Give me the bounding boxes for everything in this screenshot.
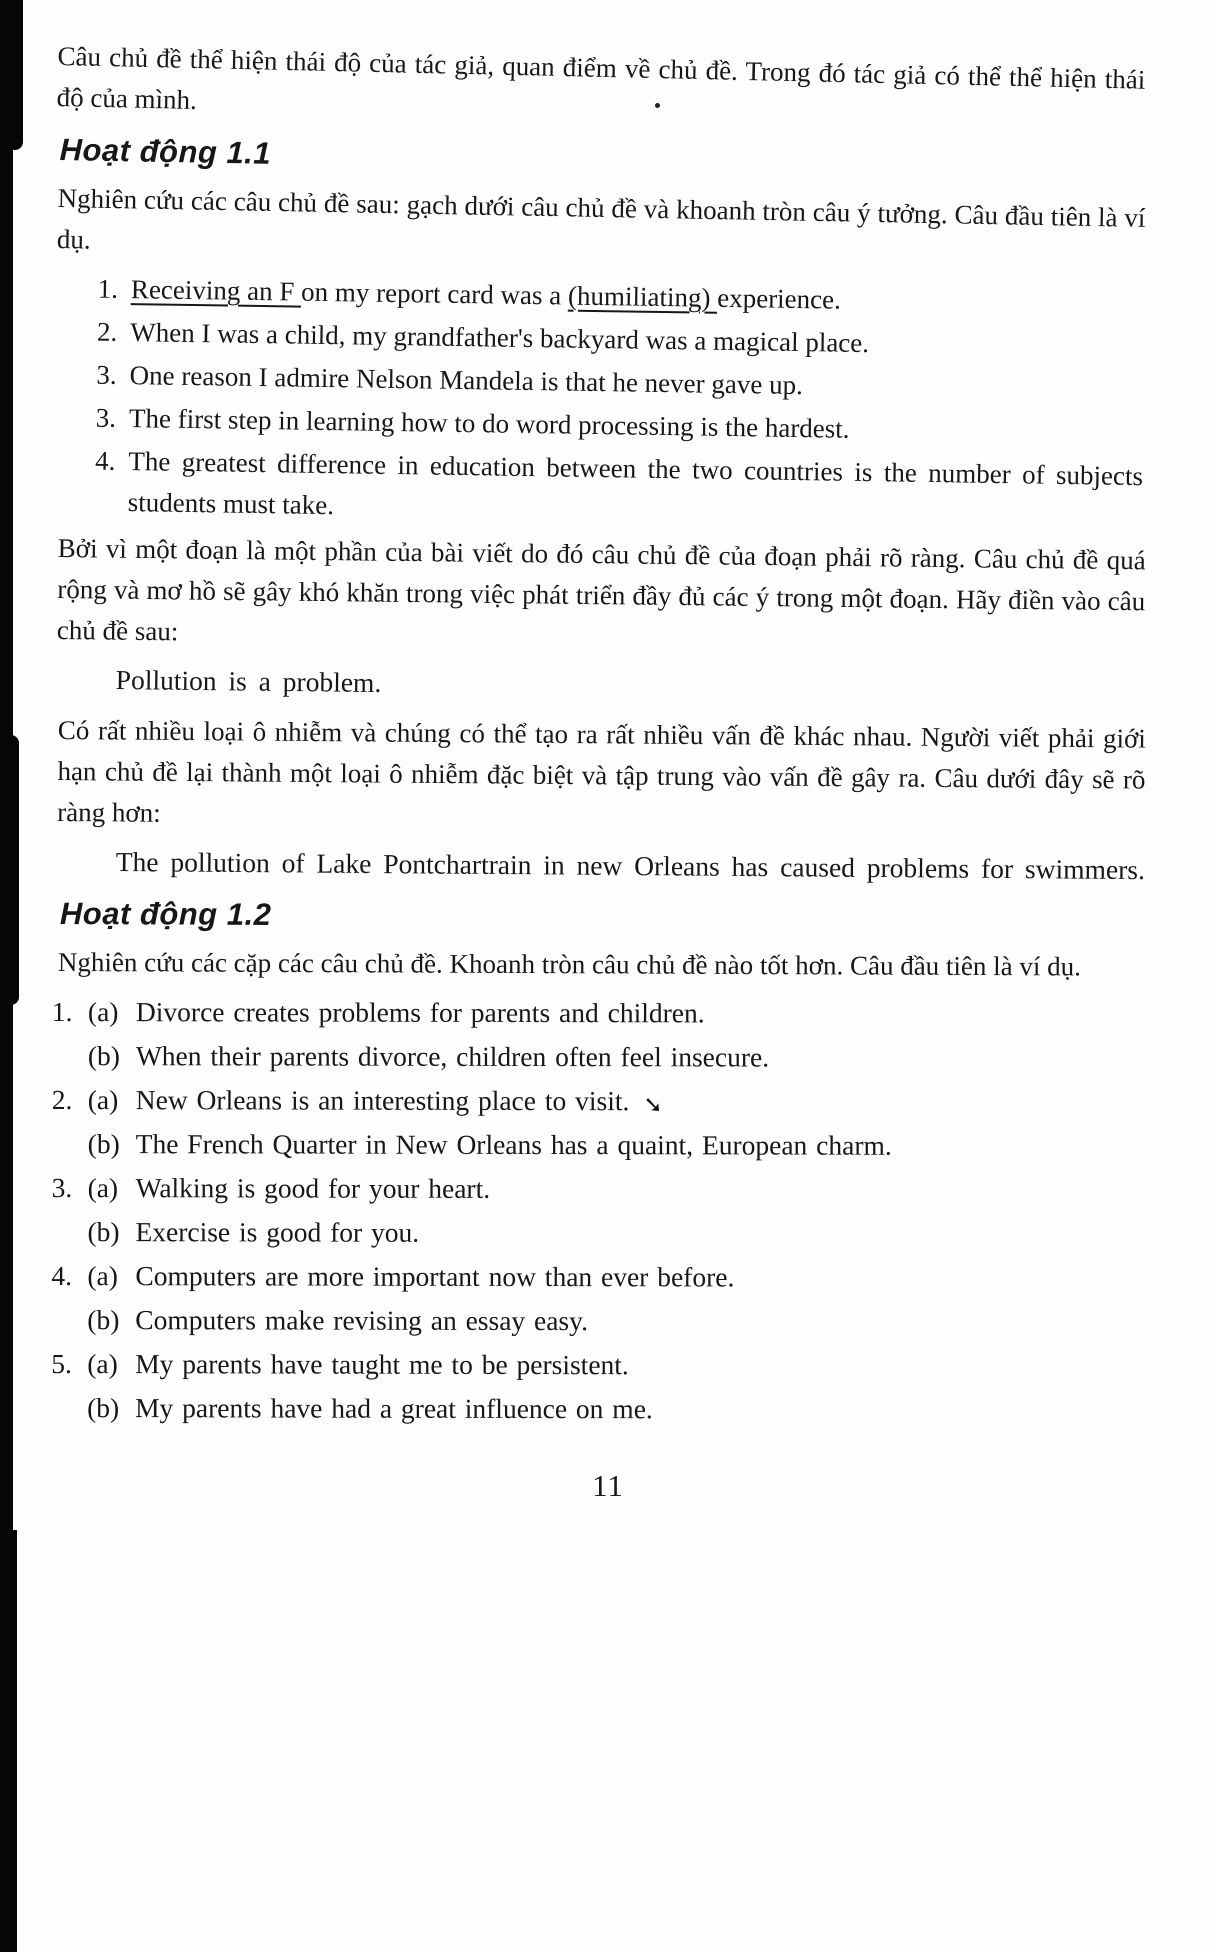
activity-1-1-instructions: Nghiên cứu các câu chủ đề sau: gạch dưới câu chủ đề và khoanh tròn câu ý tưởng. Câu đầu tiên là ví dụ.	[56, 182, 1146, 255]
sentence-pairs-list	[51, 991, 1146, 1431]
page-number: 11	[592, 1468, 624, 1503]
pair-line-b	[51, 1299, 1145, 1343]
option-text: Computers make revising an essay easy.	[135, 1304, 589, 1337]
item-text: One reason I admire Nelson Mandela is that he never gave up.	[129, 360, 804, 401]
option-text: Exercise is good for you.	[135, 1216, 420, 1248]
option-label: (b)	[87, 1304, 120, 1336]
pair-number: 5.	[51, 1347, 72, 1380]
pair-line-b	[52, 1035, 1146, 1079]
option-label: (a)	[87, 1348, 118, 1380]
list-item	[54, 440, 1143, 538]
option-text: Walking is good for your heart.	[135, 1172, 491, 1204]
binding-shadow-bottom	[0, 1530, 17, 1952]
pair-line-a	[52, 991, 1146, 1035]
pair-line-a	[51, 1343, 1145, 1387]
item-number: 3.	[95, 402, 117, 433]
option-text: New Orleans is an interesting place to visit.	[135, 1084, 630, 1117]
item-text: The first step in learning how to do word processing is the hardest.	[128, 403, 850, 444]
pair-line-a	[51, 1255, 1145, 1299]
item-number: 3.	[96, 359, 117, 390]
activity-1-2-heading: Hoạt động 1.2	[59, 896, 272, 932]
intro-paragraph: Câu chủ đề thể hiện thái độ của tác giả, quan điểm về chủ đề. Trong đó tác giả có thể thể hiện thái độ của mình.	[56, 40, 1146, 116]
topic-sentence-list	[54, 268, 1146, 538]
option-text: Divorce creates problems for parents and children.	[135, 996, 705, 1029]
pair-line-b	[51, 1387, 1145, 1431]
page-content	[51, 36, 1146, 1431]
option-label: (b)	[87, 1216, 120, 1248]
option-label: (b)	[87, 1128, 120, 1160]
option-label: (a)	[87, 1084, 119, 1116]
item-text-end: experience.	[717, 282, 842, 315]
option-text: Computers are more important now than ever before.	[135, 1260, 735, 1293]
option-label: (b)	[87, 1392, 120, 1424]
pair-line-b	[52, 1123, 1146, 1167]
item-number: 2.	[96, 316, 118, 347]
example-sentence-2: The pollution of Lake Pontchartrain in new Orleans has caused problems for swimmers.	[115, 845, 1146, 886]
binding-shadow-middle	[0, 735, 19, 1005]
option-text: My parents have had a great influence on me.	[135, 1392, 653, 1425]
item-number: 4.	[94, 445, 116, 476]
option-label: (a)	[87, 1260, 118, 1292]
pair-number: 3.	[51, 1171, 73, 1204]
explanation-paragraph-2: Có rất nhiều loại ô nhiễm và chúng có thể tạo ra rất nhiều vấn đề khác nhau. Người viết phải giới hạn chủ đề lại thành một loại ô nhiễm đặc biệt và tập trung vào vấn đề gây ra. Câu dưới đây sẽ rõ ràng hơn:	[57, 714, 1146, 828]
arrow-mark-icon: ➘	[643, 1092, 663, 1118]
binding-shadow-top	[0, 0, 23, 150]
item-text-middle: on my report card was a	[300, 276, 569, 311]
option-text: The French Quarter in New Orleans has a quaint, European charm.	[135, 1128, 892, 1161]
option-label: (b)	[87, 1040, 120, 1072]
item-number: 1.	[97, 273, 119, 304]
item-text: The greatest difference in education between the two countries is the number of subjects students must take.	[127, 446, 1144, 521]
underlined-phrase: Receiving an F	[130, 274, 302, 307]
pair-line-a	[52, 1079, 1146, 1123]
option-text: My parents have taught me to be persistent.	[135, 1348, 629, 1381]
activity-1-2-instructions: Nghiên cứu các cặp các câu chủ đề. Khoanh tròn câu chủ đề nào tốt hơn. Câu đầu tiên là ví dụ.	[57, 946, 1082, 982]
pair-number: 2.	[51, 1083, 73, 1116]
pair-line-a	[52, 1167, 1146, 1211]
explanation-paragraph-1: Bởi vì một đoạn là một phần của bài viết do đó câu chủ đề của đoạn phải rõ ràng. Câu chủ đề quá rộng và mơ hồ sẽ gây khó khăn trong việc phát triển đầy đủ các ý trong một đoạn. Hãy điền vào câu chủ đề sau:	[56, 532, 1146, 647]
option-text: When their parents divorce, children often feel insecure.	[135, 1040, 770, 1073]
activity-1-1-heading: Hoạt động 1.1	[59, 132, 272, 171]
option-label: (a)	[87, 996, 119, 1028]
item-text: When I was a child, my grandfather's backyard was a magical place.	[130, 317, 870, 359]
example-sentence-1: Pollution is a problem.	[115, 663, 382, 699]
pair-number: 1.	[51, 996, 73, 1028]
option-label: (a)	[87, 1172, 119, 1204]
circled-phrase: (humiliating)	[567, 280, 718, 313]
pair-number: 4.	[51, 1259, 73, 1292]
pair-line-b	[51, 1211, 1145, 1255]
